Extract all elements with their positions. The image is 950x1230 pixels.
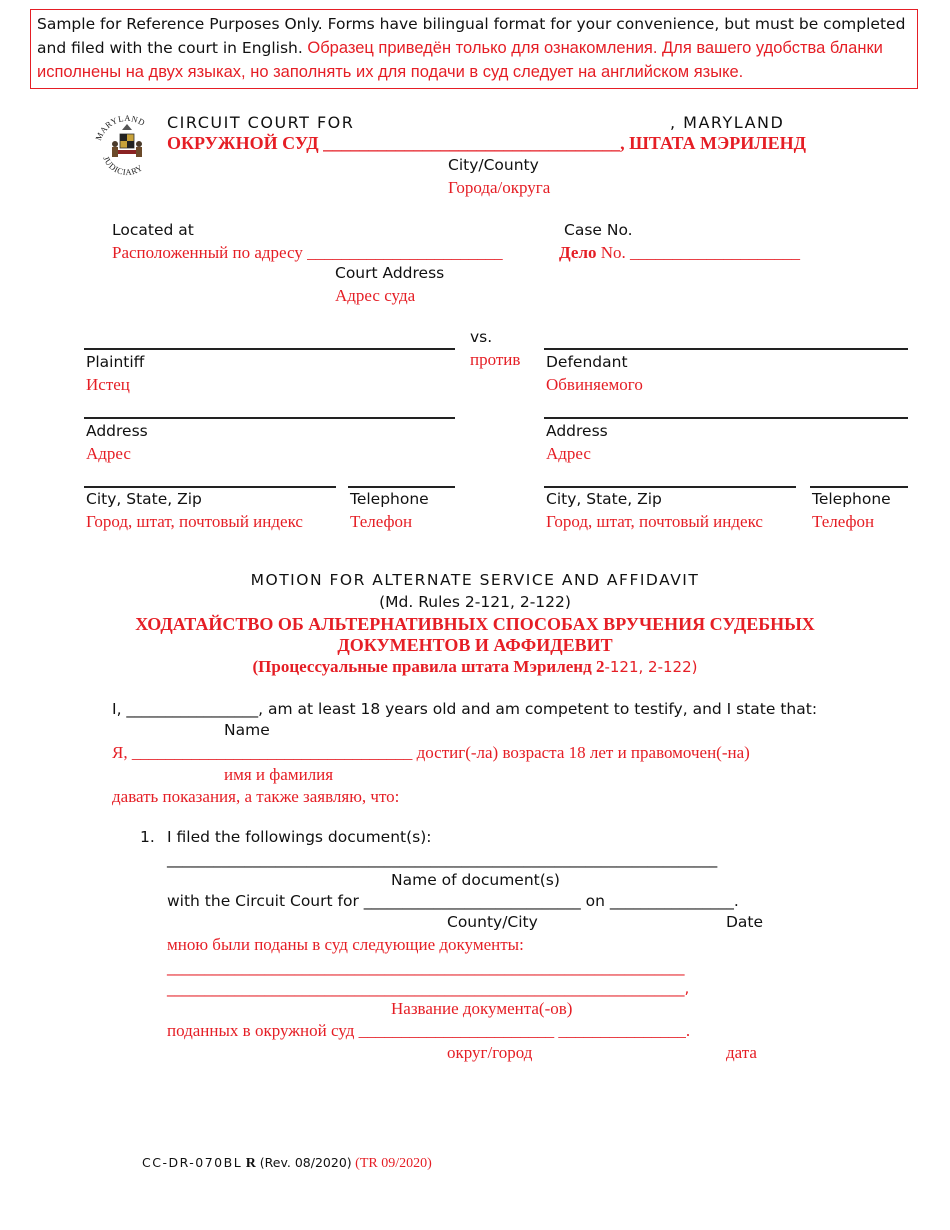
located-ru-text: Расположенный по адресу ___________ [112,243,401,262]
motion-rules-ru [0,657,950,677]
court-label-ru [167,133,806,154]
reference-notice [30,9,918,89]
located-at-label-ru [112,243,503,263]
motion-title-ru-line1: ХОДАТАЙСТВО ОБ АЛЬТЕРНАТИВНЫХ СПОСОБАХ ВРУЧЕНИЯ СУДЕБНЫХ [135,614,815,634]
county-city-label-ru: округ/город [447,1043,533,1062]
case-no-label-en: Case No. [564,221,633,239]
defendant-address-label-ru: Адрес [546,444,591,463]
city-county-label-ru: Города/округа [448,178,551,197]
defendant-line[interactable] [544,348,908,350]
defendant-tel-label-en: Telephone [812,490,891,508]
case-number-blank[interactable]: No. ____________________ [600,243,801,262]
defendant-address-line[interactable] [544,417,908,419]
plaintiff-line[interactable] [84,348,455,350]
seal-icon [92,108,162,184]
name-label-en: Name [224,721,270,739]
svg-text:JUDICIARY [101,155,144,177]
plaintiff-address-line[interactable] [84,417,455,419]
document-name-blank[interactable]: _______________________________________________________________________ [167,850,718,868]
notice-russian: Образец приведён только для ознакомления. Для вашего удобства бланки исполнены на двух языках, но заполнять их для подачи в суд следует на английском языке. [37,39,883,81]
defendant-csz-label-en: City, State, Zip [546,490,662,508]
plaintiff-label-ru: Истец [86,375,130,394]
court-ru-text: ОКРУЖНОЙ СУД [167,133,324,153]
county-city-label-en: County/City [447,913,538,931]
defendant-tel-line[interactable] [810,486,908,488]
defendant-tel-label-ru: Телефон [812,512,875,531]
document-name-label-ru: Название документа(-ов) [391,999,573,1018]
plaintiff-csz-line[interactable] [84,486,336,488]
court-address-label-ru: Адрес суда [335,286,416,305]
located-at-label-en: Located at [112,221,194,239]
filed-with-court-ru[interactable]: поданных в окружной суд _______________________ _______________. [167,1021,691,1040]
item-1-text-en: I filed the followings document(s): [167,828,432,846]
vs-label-en: vs. [470,328,493,346]
court-label-en: CIRCUIT COURT FOR [167,113,355,132]
motion-rules-ru-numbers: -121, 2-122) [604,658,698,676]
state-ru-text: , ШТАТА МЭРИЛЕНД [620,133,807,153]
court-address-blank[interactable]: ____________ [400,243,503,262]
plaintiff-address-label-ru: Адрес [86,444,131,463]
document-name-label-en: Name of document(s) [391,871,560,889]
form-code-footer [142,1155,432,1172]
form-revision: (Rev. 08/2020) [255,1155,352,1170]
defendant-csz-label-ru: Город, штат, почтовый индекс [546,512,763,531]
plaintiff-csz-label-ru: Город, штат, почтовый индекс [86,512,303,531]
filed-with-court-en[interactable]: with the Circuit Court for ____________________________ on ________________. [167,892,739,910]
court-city-blank[interactable]: _________________________________ [323,133,621,153]
motion-title-ru-line2: ДОКУМЕНТОВ И АФФИДЕВИТ [337,635,613,655]
plaintiff-address-label-en: Address [86,422,148,440]
document-name-blank-ru-1[interactable]: _____________________________________________________________________ [167,958,685,976]
statement-en[interactable]: I, _________________, am at least 18 years old and am competent to testify, and I state that: [112,700,818,718]
defendant-csz-line[interactable] [544,486,796,488]
motion-title-en: MOTION FOR ALTERNATE SERVICE AND AFFIDAVIT [250,571,700,589]
plaintiff-tel-label-en: Telephone [350,490,429,508]
motion-rules-en: (Md. Rules 2-121, 2-122) [379,593,571,611]
date-label-en: Date [726,913,764,931]
defendant-label-ru: Обвиняемого [546,375,643,394]
statement-ru-line2: давать показания, а также заявляю, что: [112,787,400,806]
name-label-ru: имя и фамилия [224,765,334,784]
maryland-judiciary-seal [92,108,162,184]
case-ru-bold: Дело [559,243,601,262]
date-label-ru: дата [726,1043,757,1062]
plaintiff-tel-label-ru: Телефон [350,512,413,531]
statement-ru[interactable]: Я, _________________________________ достиг(-ла) возраста 18 лет и правомочен(-на) [112,743,750,762]
item-1-number: 1. [140,828,155,846]
document-name-blank-ru-2[interactable]: _____________________________________________________________________, [167,979,690,997]
motion-rules-ru-bold: (Процессуальные правила штата Мэриленд 2 [252,657,605,676]
form-code: CC-DR-070BL [142,1155,243,1170]
seal-bottom-text: JUDICIARY [101,154,145,178]
seal-top-text: MARYLAND [93,112,148,142]
state-label-en: , MARYLAND [670,113,785,132]
form-code-r: R [242,1156,256,1171]
city-county-label-en: City/County [448,156,539,174]
plaintiff-tel-line[interactable] [348,486,455,488]
notice-english: Sample for Reference Purposes Only. Forms have bilingual format for your convenience, but must be completed and filed with the court in English. [37,15,906,57]
vs-label-ru: против [470,350,521,369]
defendant-label-en: Defendant [546,353,628,371]
case-no-label-ru[interactable] [559,243,800,263]
plaintiff-csz-label-en: City, State, Zip [86,490,202,508]
translation-revision: (TR 09/2020) [351,1156,432,1171]
court-address-label-en: Court Address [335,264,445,282]
item-1-text-ru: мною были поданы в суд следующие документы: [167,935,524,954]
defendant-address-label-en: Address [546,422,608,440]
plaintiff-label-en: Plaintiff [86,353,145,371]
